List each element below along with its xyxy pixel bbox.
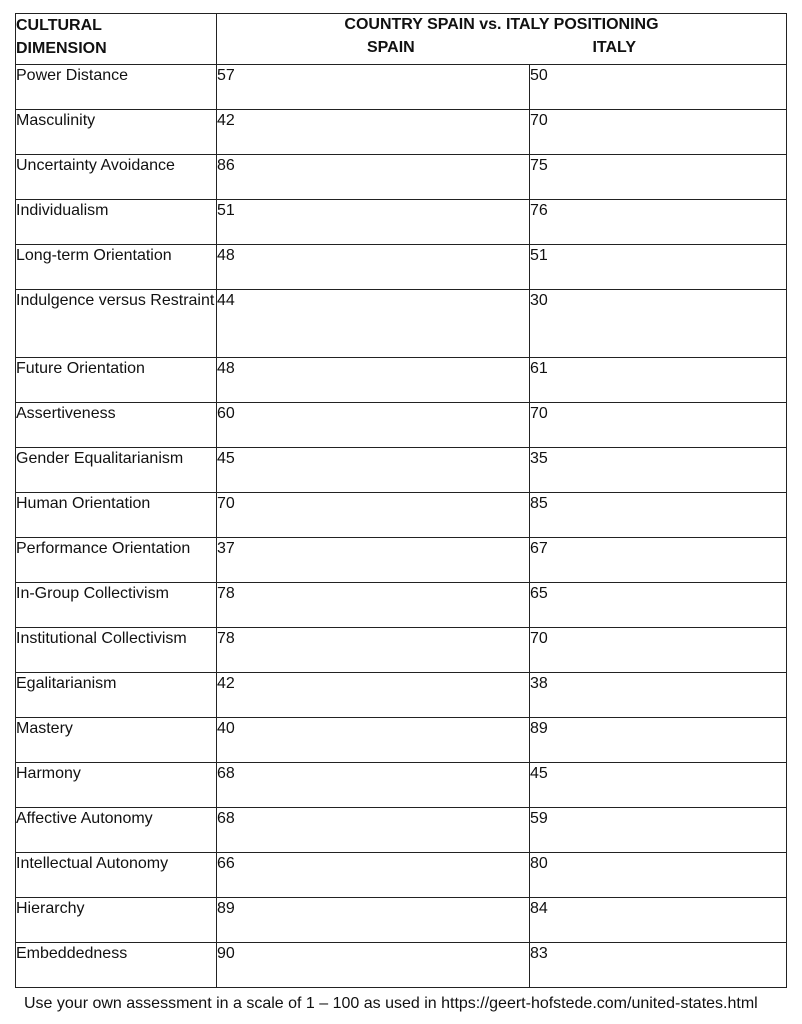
spain-value-cell: 78	[217, 628, 530, 673]
table-row	[16, 898, 787, 943]
country-header	[217, 14, 787, 65]
table-row	[16, 628, 787, 673]
spain-value-cell: 68	[217, 808, 530, 853]
spain-value-cell: 57	[217, 65, 530, 110]
dimension-cell: Performance Orientation	[16, 538, 217, 583]
spain-value-cell: 90	[217, 943, 530, 988]
dimension-cell: Harmony	[16, 763, 217, 808]
dimension-cell: Indulgence versus Restraint	[16, 290, 217, 358]
spain-value-cell: 68	[217, 763, 530, 808]
italy-value-cell: 83	[530, 943, 787, 988]
spain-value-cell: 45	[217, 448, 530, 493]
table-row	[16, 358, 787, 403]
italy-value-cell: 80	[530, 853, 787, 898]
italy-value-cell: 35	[530, 448, 787, 493]
dimension-cell: Egalitarianism	[16, 673, 217, 718]
table-row	[16, 448, 787, 493]
dimension-cell: Mastery	[16, 718, 217, 763]
table-row	[16, 493, 787, 538]
italy-value-cell: 89	[530, 718, 787, 763]
table-row	[16, 763, 787, 808]
spain-value-cell: 42	[217, 110, 530, 155]
header-row	[16, 14, 787, 65]
table-body	[16, 65, 787, 988]
spain-value-cell: 78	[217, 583, 530, 628]
comparison-table	[15, 13, 787, 988]
italy-value-cell: 50	[530, 65, 787, 110]
table-row	[16, 110, 787, 155]
dimension-cell: Hierarchy	[16, 898, 217, 943]
footer-note: Use your own assessment in a scale of 1 – 100 as used in https://geert-hofstede.com/united-states.html	[24, 995, 758, 1012]
spain-value-cell: 86	[217, 155, 530, 200]
table-row	[16, 583, 787, 628]
italy-value-cell: 30	[530, 290, 787, 358]
spain-value-cell: 37	[217, 538, 530, 583]
italy-value-cell: 75	[530, 155, 787, 200]
italy-value-cell: 70	[530, 628, 787, 673]
italy-column-label: ITALY	[592, 39, 636, 56]
table-row	[16, 808, 787, 853]
table-row	[16, 853, 787, 898]
dimension-header-line1: CULTURAL	[16, 17, 102, 34]
dimension-header	[16, 14, 217, 65]
spain-value-cell: 60	[217, 403, 530, 448]
dimension-cell: Future Orientation	[16, 358, 217, 403]
dimension-cell: Gender Equalitarianism	[16, 448, 217, 493]
dimension-cell: Affective Autonomy	[16, 808, 217, 853]
table-row	[16, 673, 787, 718]
italy-value-cell: 59	[530, 808, 787, 853]
dimension-cell: In-Group Collectivism	[16, 583, 217, 628]
dimension-cell: Masculinity	[16, 110, 217, 155]
dimension-cell: Assertiveness	[16, 403, 217, 448]
italy-value-cell: 61	[530, 358, 787, 403]
spain-value-cell: 48	[217, 245, 530, 290]
dimension-cell: Individualism	[16, 200, 217, 245]
spain-value-cell: 51	[217, 200, 530, 245]
dimension-cell: Uncertainty Avoidance	[16, 155, 217, 200]
table-row	[16, 200, 787, 245]
dimension-cell: Long-term Orientation	[16, 245, 217, 290]
italy-value-cell: 67	[530, 538, 787, 583]
italy-value-cell: 38	[530, 673, 787, 718]
country-header-title: COUNTRY SPAIN vs. ITALY POSITIONING	[344, 16, 659, 33]
spain-value-cell: 42	[217, 673, 530, 718]
spain-value-cell: 66	[217, 853, 530, 898]
spain-value-cell: 44	[217, 290, 530, 358]
table-row	[16, 290, 787, 358]
spain-value-cell: 48	[217, 358, 530, 403]
italy-value-cell: 70	[530, 110, 787, 155]
table-row	[16, 718, 787, 763]
table-row	[16, 65, 787, 110]
spain-value-cell: 89	[217, 898, 530, 943]
italy-value-cell: 45	[530, 763, 787, 808]
table-row	[16, 403, 787, 448]
italy-value-cell: 84	[530, 898, 787, 943]
spain-column-label: SPAIN	[367, 39, 415, 56]
italy-value-cell: 85	[530, 493, 787, 538]
italy-value-cell: 51	[530, 245, 787, 290]
dimension-cell: Power Distance	[16, 65, 217, 110]
dimension-cell: Intellectual Autonomy	[16, 853, 217, 898]
dimension-cell: Human Orientation	[16, 493, 217, 538]
dimension-cell: Embeddedness	[16, 943, 217, 988]
dimension-header-line2: DIMENSION	[16, 40, 107, 57]
table-row	[16, 155, 787, 200]
italy-value-cell: 70	[530, 403, 787, 448]
italy-value-cell: 76	[530, 200, 787, 245]
table-row	[16, 245, 787, 290]
table-row	[16, 538, 787, 583]
italy-value-cell: 65	[530, 583, 787, 628]
spain-value-cell: 40	[217, 718, 530, 763]
spain-value-cell: 70	[217, 493, 530, 538]
dimension-cell: Institutional Collectivism	[16, 628, 217, 673]
table-row	[16, 943, 787, 988]
